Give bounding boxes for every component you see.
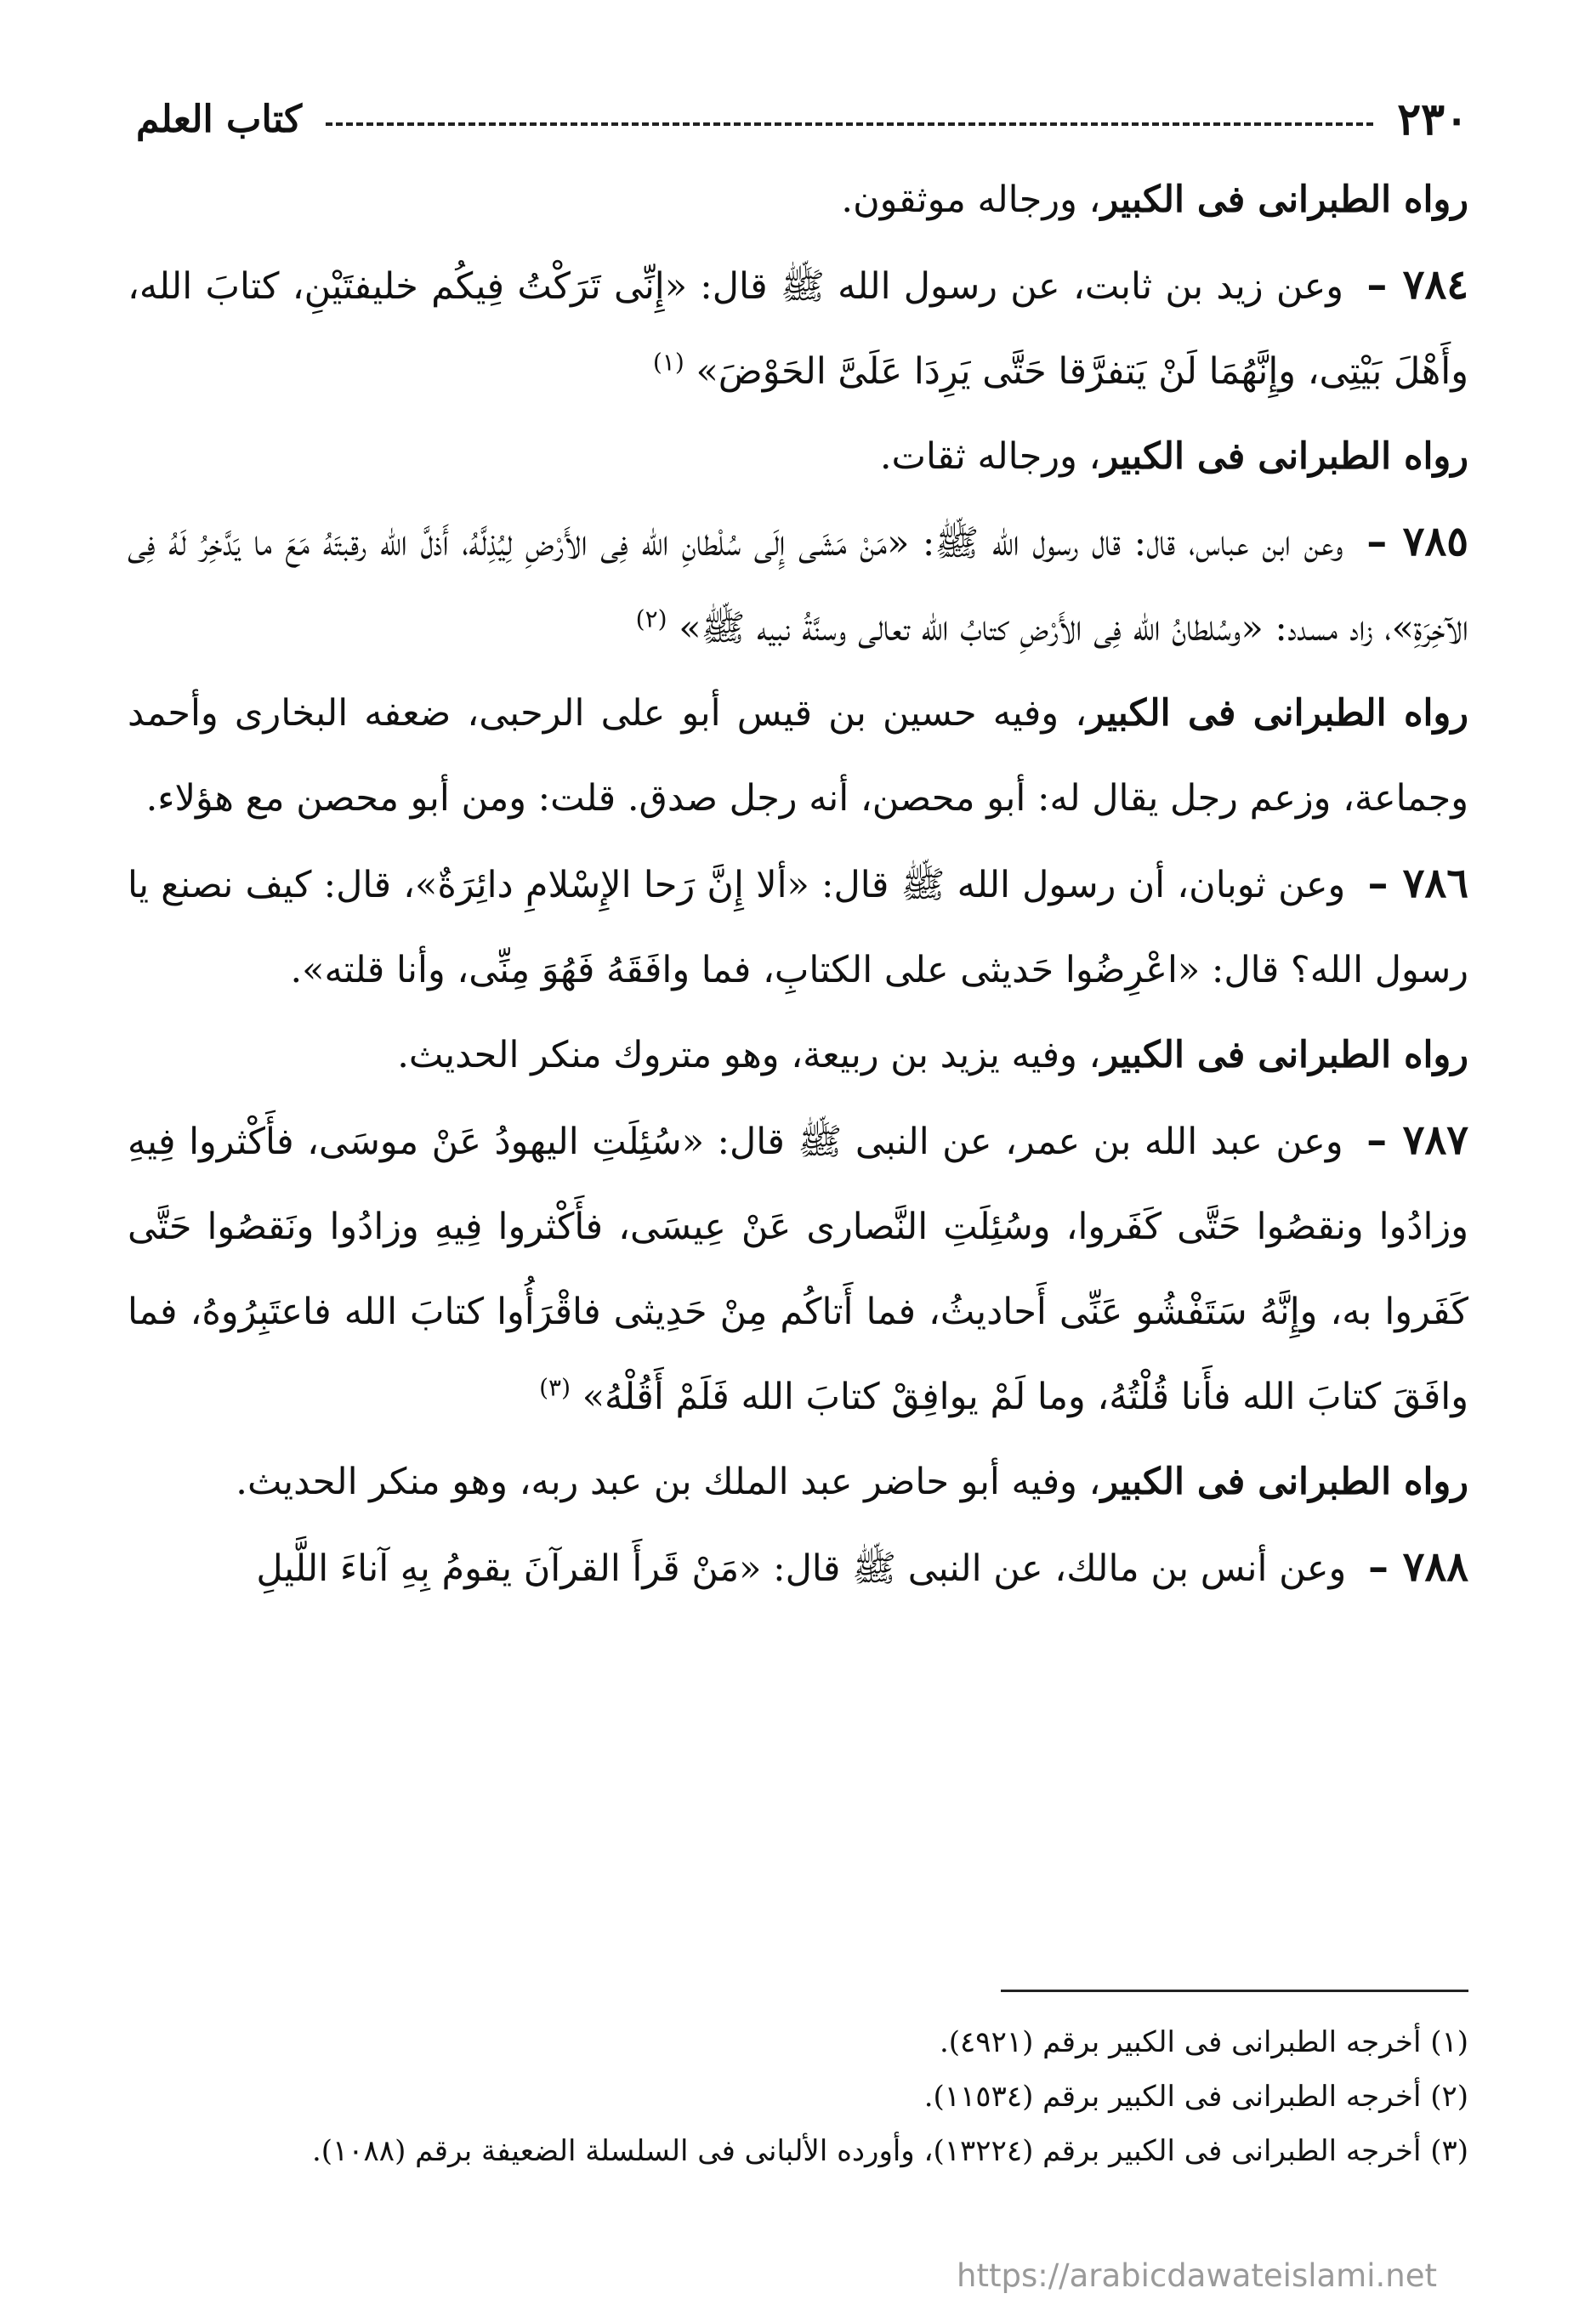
source-note (128, 1439, 1468, 1524)
header-divider (326, 122, 1373, 126)
hadith-text: وعن ثوبان، أن رسول الله ﷺ قال: «ألا إِنَّ رَحا الإِسْلامِ دائِرَةٌ»، قال: كيف نصنع يا رسول الله؟ قال: «اعْرِضُوا حَديثى على الكتابِ، فما وافَقَهُ فَهُوَ مِنِّى، وأنا قلته». (128, 864, 1468, 991)
source-note (128, 414, 1468, 499)
footnote: (٣) أخرجه الطبرانى فى الكبير برقم (١٣٢٢٤)، وأورده الألبانى فى السلسلة الضعيفة برقم (١٠٨٨). (311, 2134, 1468, 2168)
source-label: رواه الطبرانى فى الكبير (1100, 1461, 1468, 1503)
source-detail: ، ورجاله موثقون. (841, 179, 1101, 221)
footnotes (128, 2015, 1468, 2178)
footnote-ref: (٢) (635, 605, 667, 633)
source-label: رواه الطبرانى فى الكبير (1100, 1034, 1468, 1076)
hadith-number: ٧٨٥ – (1366, 518, 1468, 565)
source-detail: ، ورجاله ثقات. (879, 435, 1101, 478)
source-label: رواه الطبرانى فى الكبير (1100, 435, 1468, 478)
hadith-786 (128, 841, 1468, 1013)
footnote: (٢) أخرجه الطبرانى فى الكبير برقم (١١٥٣٤). (923, 2080, 1468, 2114)
hadith-text: وعن عبد الله بن عمر، عن النبى ﷺ قال: «سُئِلَتِ اليهودُ عَنْ موسَى، فأَكْثروا فِيهِ وزادُوا ونقصُوا حَتَّى كَفَروا، وسُئِلَتِ النَّصارى عَنْ عِيسَى، فأَكْثروا فِيهِ وزادُوا ونَقصُوا حَتَّى كَفَروا به، وإِنَّهُ سَتَفْشُو عَنِّى أَحاديثُ، فما أَتاكُم مِنْ حَدِيثى فاقْرَأُوا كتابَ الله فاعتَبِرُوهُ، فما وافَقَ كتابَ الله فأَنا قُلْتُهُ، وما لَمْ يوافِقْ كتابَ الله فَلَمْ أَقُلْهُ» (128, 1121, 1468, 1418)
hadith-785 (128, 499, 1468, 671)
source-label: رواه الطبرانى فى الكبير (1087, 692, 1468, 735)
watermark-url: https://arabicdawateislami.net (957, 2257, 1437, 2294)
hadith-number: ٧٨٧ – (1366, 1116, 1468, 1164)
footnote-ref: (٣) (539, 1373, 571, 1402)
page-header (136, 89, 1468, 149)
hadith-787 (128, 1098, 1468, 1439)
source-note (128, 1013, 1468, 1098)
hadith-text: وعن ابن عباس، قال: قال رسول الله ﷺ: «مَنْ مَشَى إِلَى سُلْطانِ الله فِى الأَرْضِ لِيُذِلَّهُ، أَذلَّ الله رقبتَهُ مَعَ ما يَدَّخِرُ لَهُ فِى الآخِرَةِ»، زاد مسدد: «وسُلطانُ الله فِى الأَرْضِ كتابُ الله تعالى وسنَّةُ نبيه ﷺ» (128, 522, 1468, 650)
hadith-784 (128, 242, 1468, 414)
footnote-ref: (١) (652, 348, 684, 377)
source-label: رواه الطبرانى فى الكبير (1100, 179, 1468, 221)
source-note (128, 157, 1468, 242)
hadith-number: ٧٨٨ – (1367, 1543, 1468, 1591)
book-title: كتاب العلم (136, 97, 303, 141)
page-body (128, 157, 1468, 1611)
footnote: (١) أخرجه الطبرانى فى الكبير برقم (٤٩٢١). (939, 2025, 1468, 2059)
hadith-number: ٧٨٦ – (1367, 860, 1468, 907)
source-detail: ، وفيه أبو حاضر عبد الملك بن عبد ربه، وهو منكر الحديث. (236, 1461, 1101, 1503)
source-detail: ، وفيه يزيد بن ربيعة، وهو متروك منكر الحديث. (397, 1034, 1101, 1076)
footnote-divider (1001, 1990, 1468, 1992)
hadith-text: وعن أنس بن مالك، عن النبى ﷺ قال: «مَنْ قَرأَ القرآنَ يقومُ بِهِ آناءَ اللَّيلِ (256, 1547, 1347, 1590)
source-note (128, 671, 1468, 841)
page-number: ٢٣٠ (1397, 93, 1468, 145)
hadith-788 (128, 1524, 1468, 1611)
hadith-number: ٧٨٤ – (1366, 261, 1468, 309)
hadith-text: وعن زيد بن ثابت، عن رسول الله ﷺ قال: «إِنِّى تَرَكْتُ فِيكُم خليفتَيْنِ، كتابَ الله، وأَهْلَ بَيْتِى، وإِنَّهُمَا لَنْ يَتفرَّقا حَتَّى يَرِدَا عَلَىَّ الحَوْضَ» (128, 265, 1468, 393)
source-detail: ، وفيه حسين بن قيس أبو على الرحبى، ضعفه البخارى وأحمد وجماعة، وزعم رجل يقال له: أبو محصن، أنه رجل صدق. قلت: ومن أبو محصن مع هؤلاء. (128, 692, 1468, 820)
